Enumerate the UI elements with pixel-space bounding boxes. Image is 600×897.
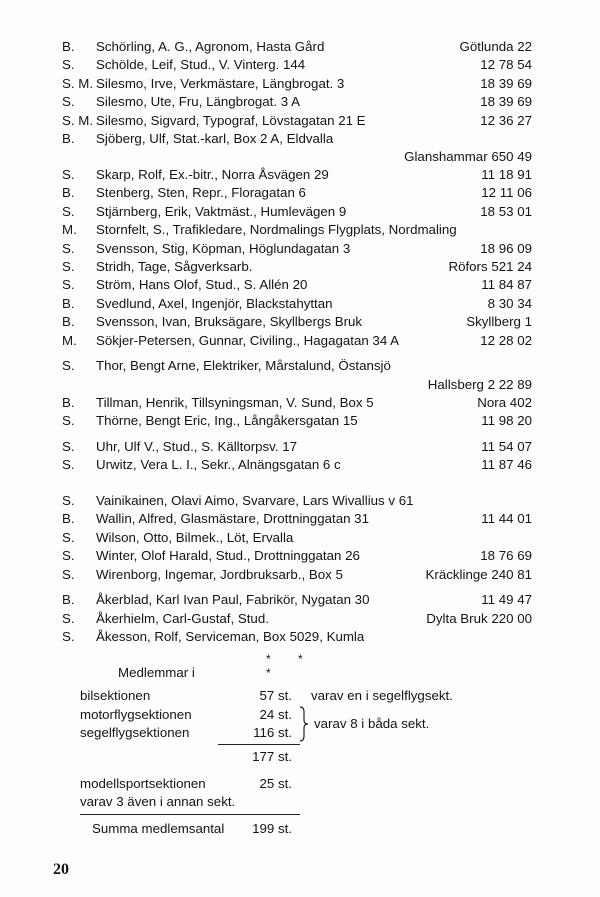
entry-text: Sjöberg, Ulf, Stat.-karl, Box 2 A, Eldvalla bbox=[96, 131, 334, 146]
entry-prefix: B. bbox=[62, 511, 75, 526]
entry-phone: 8 30 34 bbox=[487, 296, 532, 311]
entry-prefix: S. bbox=[62, 611, 75, 626]
entry-text: Stjärnberg, Erik, Vaktmäst., Humlevägen 9 bbox=[96, 204, 347, 219]
entry-prefix: B. bbox=[62, 185, 75, 200]
entry-text: Schörling, A. G., Agronom, Hasta Gård bbox=[96, 39, 325, 54]
total-value: 199 st. bbox=[252, 821, 292, 836]
entry-prefix: S. bbox=[62, 567, 75, 582]
entry-text: Stornfelt, S., Trafikledare, Nordmalings Flygplats, Nordmaling bbox=[96, 222, 457, 237]
entry-text: Wilson, Otto, Bilmek., Löt, Ervalla bbox=[96, 530, 294, 545]
entry-text: Svensson, Stig, Köpman, Höglundagatan 3 bbox=[96, 241, 351, 256]
entry-prefix: S. bbox=[62, 530, 75, 545]
entry-text: Svensson, Ivan, Bruksägare, Skyllbergs Bruk bbox=[96, 314, 363, 329]
entry-prefix: S. bbox=[62, 439, 75, 454]
entry-prefix: S. bbox=[62, 629, 75, 644]
entry-phone: 18 53 01 bbox=[480, 204, 532, 219]
page-number: 20 bbox=[53, 861, 69, 878]
bil-value: 57 st. bbox=[259, 688, 292, 703]
entry-phone: 18 39 69 bbox=[480, 76, 532, 91]
entry-text: Skarp, Rolf, Ex.-bitr., Norra Åsvägen 29 bbox=[96, 167, 329, 182]
entry-phone: Skyllberg 1 bbox=[466, 314, 532, 329]
entry-prefix: S. bbox=[62, 413, 75, 428]
entry-text: Silesmo, Ute, Fru, Längbrogat. 3 A bbox=[96, 94, 300, 109]
entry-text: Schölde, Leif, Stud., V. Vinterg. 144 bbox=[96, 57, 306, 72]
modell-value: 25 st. bbox=[259, 776, 292, 791]
entry-prefix: S. bbox=[62, 167, 75, 182]
entry-prefix: S. M. bbox=[62, 76, 94, 91]
entry-text: Stridh, Tage, Sågverksarb. bbox=[96, 259, 253, 274]
entry-phone: Röfors 521 24 bbox=[448, 259, 532, 274]
entry-prefix: S. bbox=[62, 204, 75, 219]
entry-text: Tillman, Henrik, Tillsyningsman, V. Sund, Box 5 bbox=[96, 395, 374, 410]
entry-text: Thor, Bengt Arne, Elektriker, Mårstalund, Östansjö bbox=[96, 358, 391, 373]
bil-label: bilsektionen bbox=[80, 688, 151, 703]
entry-prefix: S. bbox=[62, 241, 75, 256]
motor-label: motorflygsektionen bbox=[80, 707, 192, 722]
entry-text: Silesmo, Sigvard, Typograf, Lövstagatan 21 E bbox=[96, 113, 366, 128]
entry-prefix: S. bbox=[62, 358, 75, 373]
total-rule bbox=[80, 814, 300, 815]
entry-prefix: S. bbox=[62, 277, 75, 292]
entry-prefix: M. bbox=[62, 222, 77, 237]
entry-phone: 11 87 46 bbox=[481, 457, 532, 472]
entry-phone: 12 36 27 bbox=[480, 113, 532, 128]
entry-phone: Hallsberg 2 22 89 bbox=[427, 377, 532, 392]
entry-phone: 18 39 69 bbox=[480, 94, 532, 109]
entry-phone: 12 28 02 bbox=[480, 333, 532, 348]
entry-phone: 11 49 47 bbox=[481, 592, 532, 607]
brace-icon bbox=[298, 706, 310, 742]
modell-label: modellsportsektionen bbox=[80, 776, 206, 791]
modell-note: varav 3 även i annan sekt. bbox=[80, 794, 236, 809]
subtotal-rule bbox=[218, 744, 300, 745]
entry-text: Åkerhielm, Carl-Gustaf, Stud. bbox=[96, 611, 269, 626]
entry-prefix: B. bbox=[62, 39, 75, 54]
entry-phone: Nora 402 bbox=[477, 395, 532, 410]
entry-text: Sökjer-Petersen, Gunnar, Civiling., Hagagatan 34 A bbox=[96, 333, 400, 348]
entry-prefix: M. bbox=[62, 333, 77, 348]
entry-text: Ström, Hans Olof, Stud., S. Allén 20 bbox=[96, 277, 308, 292]
entry-text: Uhr, Ulf V., Stud., S. Källtorpsv. 17 bbox=[96, 439, 298, 454]
entry-phone: Dylta Bruk 220 00 bbox=[426, 611, 532, 626]
entry-prefix: B. bbox=[62, 296, 75, 311]
segel-value: 116 st. bbox=[253, 725, 292, 740]
brace-note: varav 8 i båda sekt. bbox=[314, 716, 430, 731]
entry-text: Urwitz, Vera L. I., Sekr., Alnängsgatan 6 c bbox=[96, 457, 341, 472]
entry-text: Åkesson, Rolf, Serviceman, Box 5029, Kumla bbox=[96, 629, 365, 644]
entry-prefix: S. bbox=[62, 94, 75, 109]
entry-text: Wallin, Alfred, Glasmästare, Drottninggatan 31 bbox=[96, 511, 369, 526]
entry-prefix: S. bbox=[62, 548, 75, 563]
entry-phone: Götlunda 22 bbox=[459, 39, 532, 54]
entry-prefix: B. bbox=[62, 592, 75, 607]
entry-prefix: B. bbox=[62, 131, 75, 146]
entry-text: Silesmo, Irve, Verkmästare, Längbrogat. 3 bbox=[96, 76, 345, 91]
entry-prefix: B. bbox=[62, 395, 75, 410]
entry-phone: 11 18 91 bbox=[481, 167, 532, 182]
entry-text: Winter, Olof Harald, Stud., Drottninggatan 26 bbox=[96, 548, 360, 563]
entry-phone: 12 11 06 bbox=[481, 185, 532, 200]
section-separator: * * * bbox=[266, 652, 315, 680]
entry-phone: 11 84 87 bbox=[481, 277, 532, 292]
subtotal-value: 177 st. bbox=[252, 749, 292, 764]
entry-text: Åkerblad, Karl Ivan Paul, Fabrikör, Nygatan 30 bbox=[96, 592, 370, 607]
entry-text: Stenberg, Sten, Repr., Floragatan 6 bbox=[96, 185, 306, 200]
entry-prefix: S. bbox=[62, 493, 75, 508]
entry-phone: Kräcklinge 240 81 bbox=[425, 567, 532, 582]
entry-phone: 11 98 20 bbox=[481, 413, 532, 428]
entry-text: Svedlund, Axel, Ingenjör, Blackstahyttan bbox=[96, 296, 333, 311]
entry-text: Thörne, Bengt Eric, Ing., Långåkersgatan 15 bbox=[96, 413, 358, 428]
entry-phone: Glanshammar 650 49 bbox=[404, 149, 532, 164]
entry-phone: 11 44 01 bbox=[481, 511, 532, 526]
motor-value: 24 st. bbox=[259, 707, 292, 722]
entry-prefix: S. bbox=[62, 457, 75, 472]
bil-note: varav en i segelflygsekt. bbox=[311, 688, 453, 703]
entry-prefix: S. bbox=[62, 259, 75, 274]
entry-text: Wirenborg, Ingemar, Jordbruksarb., Box 5 bbox=[96, 567, 343, 582]
entry-phone: 18 76 69 bbox=[480, 548, 532, 563]
entry-text: Vainikainen, Olavi Aimo, Svarvare, Lars Wivallius v 61 bbox=[96, 493, 414, 508]
entry-phone: 11 54 07 bbox=[481, 439, 532, 454]
summary-heading: Medlemmar i bbox=[118, 665, 195, 680]
segel-label: segelflygsektionen bbox=[80, 725, 190, 740]
entry-prefix: S. bbox=[62, 57, 75, 72]
entry-phone: 12 78 54 bbox=[480, 57, 532, 72]
entry-prefix: S. M. bbox=[62, 113, 94, 128]
entry-prefix: B. bbox=[62, 314, 75, 329]
entry-phone: 18 96 09 bbox=[480, 241, 532, 256]
total-label: Summa medlemsantal bbox=[92, 821, 225, 836]
